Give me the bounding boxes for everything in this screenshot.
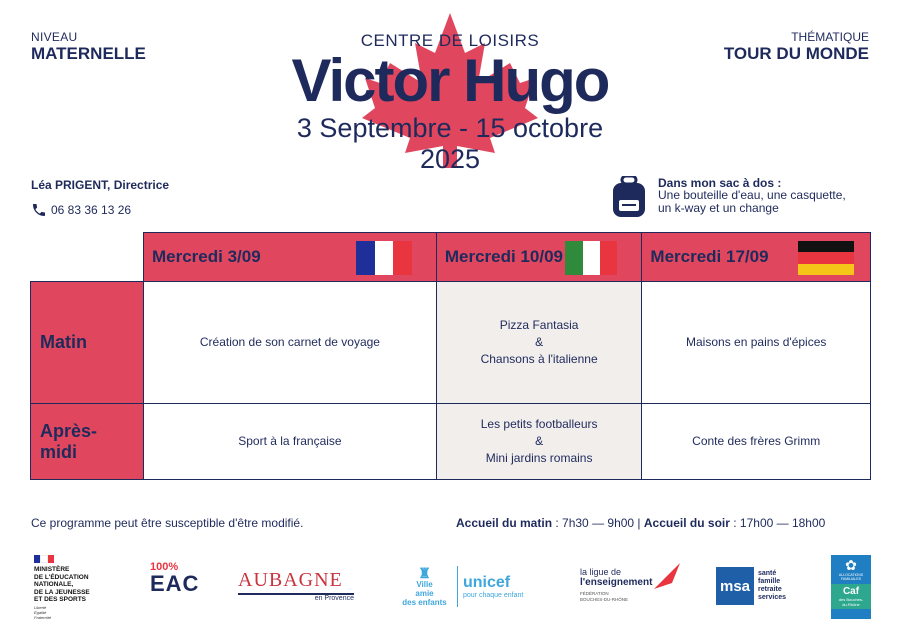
msa-line: santé (758, 570, 777, 577)
castle-icon: ♜ (418, 564, 431, 581)
motto-line: Égalité (34, 609, 47, 615)
unicef-sub: pour chaque enfant (463, 591, 524, 599)
row-header-afternoon (31, 404, 144, 480)
motto-line: Liberté (34, 604, 47, 610)
bag-line: un k-way et un change (658, 201, 779, 215)
center-subtitle: CENTRE DE LOISIRS (360, 31, 540, 50)
date-range: 3 Septembre - 15 octobre (296, 113, 604, 143)
caf-sub: des Bouches- (838, 597, 864, 602)
activity-line: Les petits footballeurs (480, 417, 598, 431)
day-label: Mercredi 17/09 (650, 247, 769, 266)
activity-line: Chansons à l'italienne (480, 352, 598, 366)
unicef-mark (458, 574, 523, 599)
france-flag-icon (356, 241, 412, 275)
caf-logo (831, 555, 871, 619)
morning-hours: : 7h30 — 9h00 | (552, 516, 644, 530)
activity-cell (436, 404, 642, 480)
activity-line: Mini jardins romains (485, 451, 593, 465)
bag-title: Dans mon sac à dos : (658, 176, 782, 190)
aubagne-logo (238, 555, 356, 617)
evening-label: Accueil du soir (643, 516, 730, 530)
phone-icon (31, 202, 47, 218)
row-header-line: midi (40, 441, 78, 462)
msa-line: services (758, 594, 787, 601)
ministere-line: DE L'ÉDUCATION (34, 573, 89, 581)
bag-line: Une bouteille d'eau, une casquette, (658, 188, 846, 202)
ligue-sub: BOUCHES-DU-RHÔNE (580, 597, 629, 602)
activity-line: & (535, 335, 544, 349)
ministere-line: NATIONALE, (34, 581, 74, 588)
activity-cell (642, 282, 871, 404)
aubagne-name: AUBAGNE (238, 569, 343, 591)
activity-cell (144, 282, 437, 404)
schedule-table (30, 232, 871, 480)
activity-line: Conte des frères Grimm (692, 434, 821, 448)
activity-line: Sport à la française (238, 434, 342, 448)
activity-line: & (535, 434, 544, 448)
activity-cell (642, 404, 871, 480)
activity-cell (144, 404, 437, 480)
caf-name: Caf (842, 586, 860, 597)
opening-hours (456, 516, 825, 530)
caf-top-line: FAMILIALES (840, 577, 862, 581)
ville-amie-line: des enfants (402, 597, 447, 607)
ministere-logo (34, 555, 114, 620)
ligue-enseignement-logo (580, 555, 685, 617)
aubagne-sub: en Provence (314, 595, 354, 602)
level-value: MATERNELLE (31, 44, 146, 63)
row-header-morning: Matin (31, 282, 144, 404)
row-header-line: Après- (40, 420, 98, 441)
director-name: Léa PRIGENT, Directrice (31, 178, 170, 192)
morning-label: Accueil du matin (456, 516, 553, 530)
eac-letters: EAC (150, 571, 200, 596)
phone-line (31, 202, 131, 218)
ligue-flag-icon (652, 561, 682, 591)
germany-flag-icon (798, 241, 854, 275)
backpack-icon (610, 176, 648, 218)
activity-line: Pizza Fantasia (499, 318, 579, 332)
caf-top-line: ALLOCATIONS (838, 573, 864, 577)
year: 2025 (419, 144, 481, 174)
phone-number: 06 83 36 13 26 (51, 203, 132, 217)
day-label: Mercredi 10/09 (444, 247, 563, 266)
ville-amie-line: amie (415, 588, 434, 598)
eac-logo (150, 555, 200, 617)
table-corner (31, 233, 144, 282)
italy-flag-icon (565, 241, 617, 275)
activity-line: Création de son carnet de voyage (199, 335, 380, 349)
tricolor-mark (34, 555, 54, 563)
day-header (642, 233, 871, 282)
ministere-line: ET DES SPORTS (34, 596, 87, 603)
motto-line: Fraternité (34, 614, 52, 620)
table-row (31, 282, 871, 404)
unicef-ville-amie-logo (396, 555, 536, 617)
level-label: NIVEAU (31, 30, 78, 44)
caf-flower-icon: ✿ (845, 557, 857, 573)
ville-amie-mark (396, 566, 458, 607)
ligue-line: la ligue de (580, 567, 622, 577)
bag-contents (658, 189, 878, 215)
msa-line: retraite (758, 586, 782, 593)
msa-mark: msa (716, 567, 754, 605)
ligue-line: l'enseignement (580, 577, 653, 588)
theme-value: TOUR DU MONDE (723, 44, 869, 63)
unicef-name: unicef (463, 573, 511, 591)
msa-line: famille (758, 578, 781, 585)
activity-line: Maisons en pains d'épices (686, 335, 827, 349)
ligue-sub: FÉDÉRATION (580, 591, 609, 596)
ministere-line: DE LA JEUNESSE (34, 588, 90, 596)
day-header (144, 233, 437, 282)
table-row (31, 404, 871, 480)
activity-cell (436, 282, 642, 404)
evening-hours: : 17h00 — 18h00 (729, 516, 826, 530)
ministere-line: MINISTÈRE (34, 566, 70, 573)
day-label: Mercredi 3/09 (152, 247, 261, 266)
disclaimer: Ce programme peut être susceptible d'être modifié. (31, 516, 304, 530)
day-header (436, 233, 642, 282)
caf-sub: du-Rhône (842, 602, 860, 607)
center-name: Victor Hugo (291, 47, 609, 114)
theme-label: THÉMATIQUE (791, 30, 869, 44)
eac-percent: 100% (150, 561, 179, 573)
ville-amie-line: Ville (416, 579, 433, 589)
msa-logo (716, 555, 801, 617)
